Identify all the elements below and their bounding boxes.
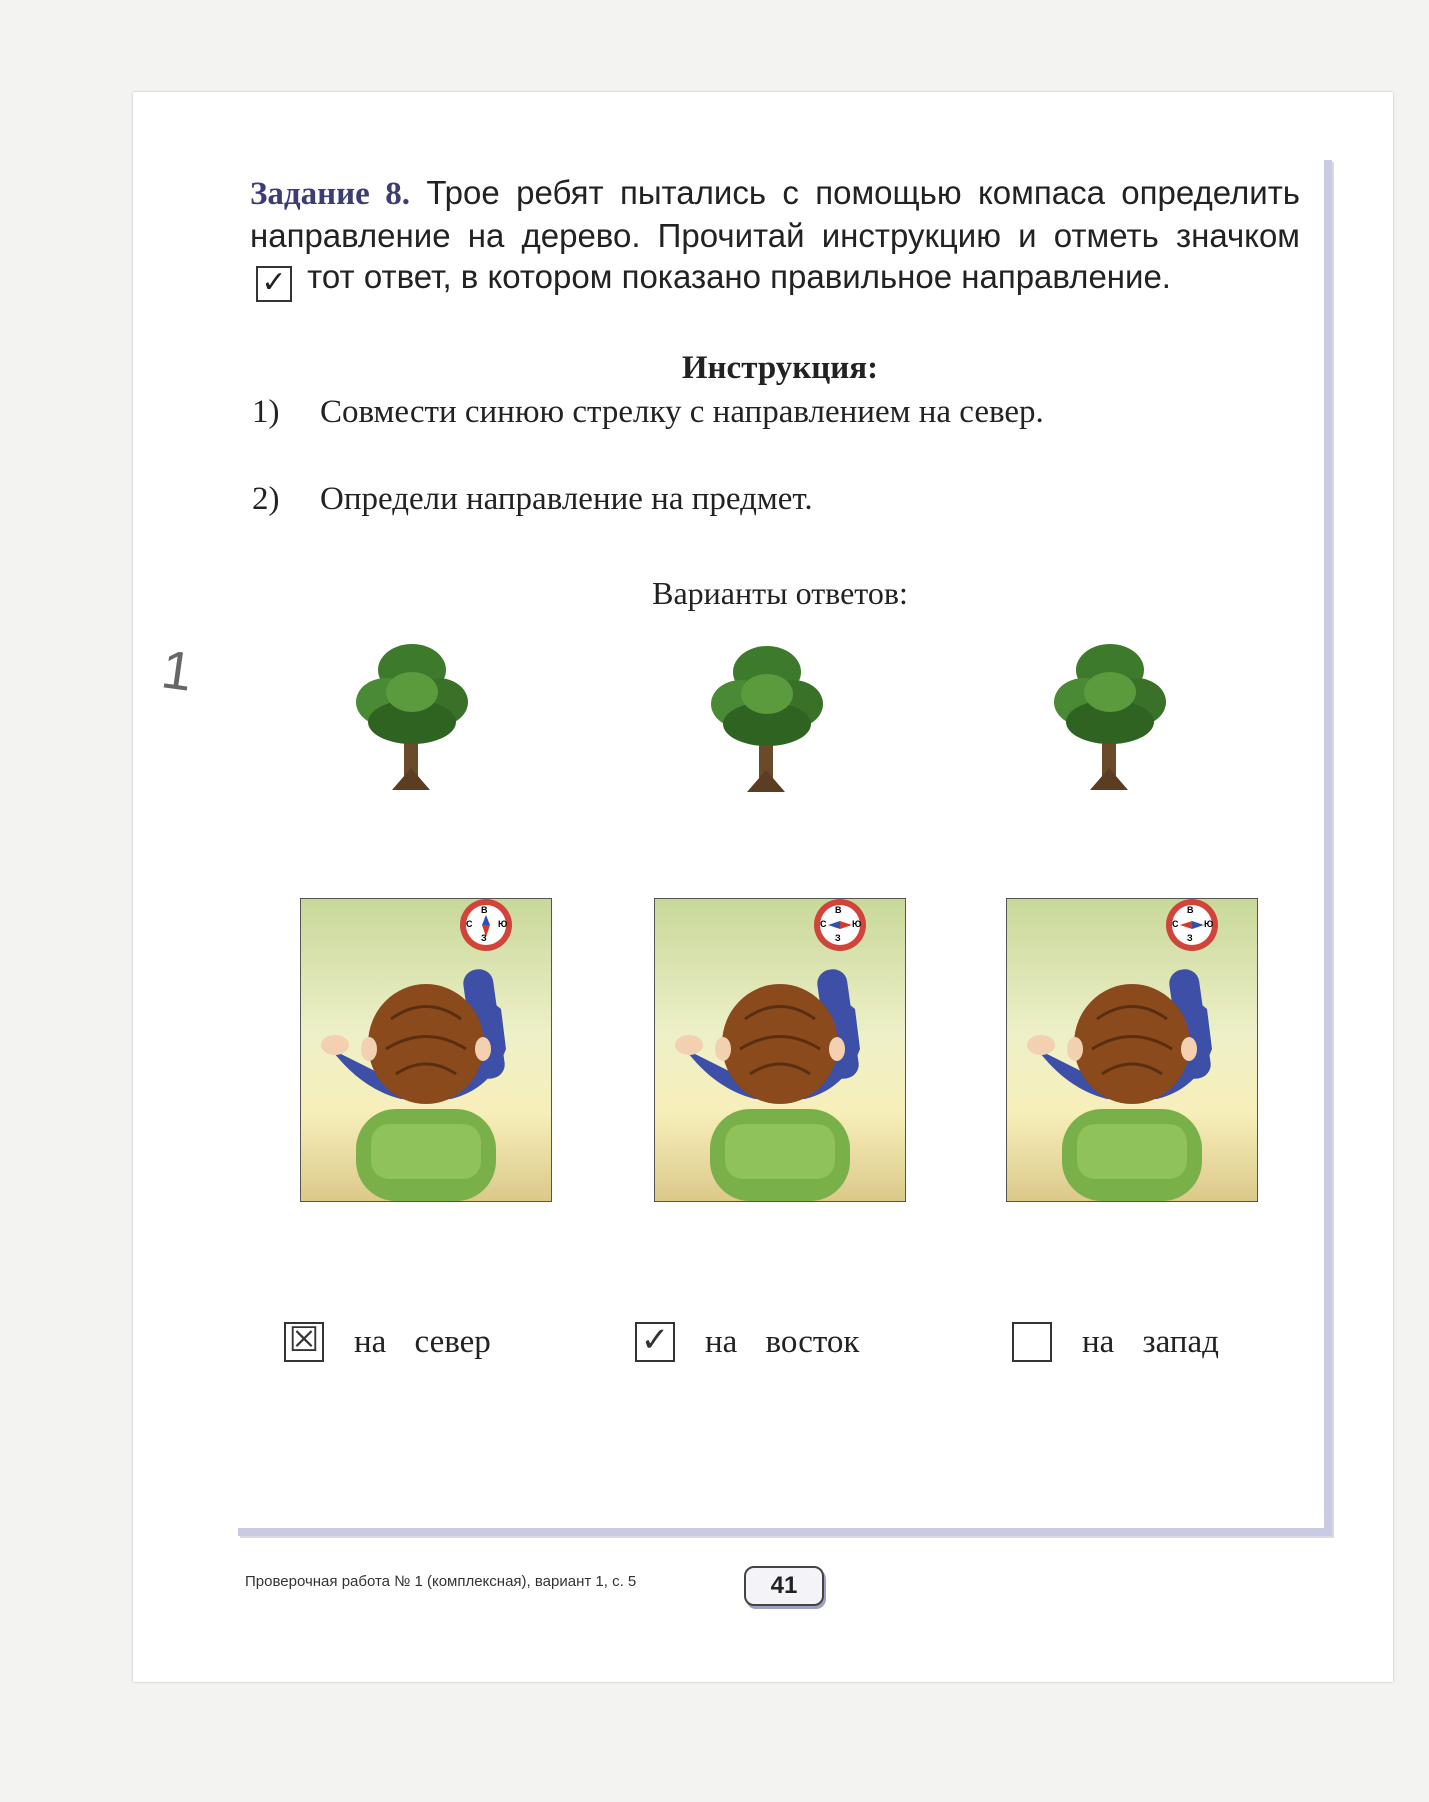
step-number: 1) [252,394,280,430]
compass-letter-left: С [820,919,827,929]
compass-letter-right: Ю [852,919,862,929]
footer-note: Проверочная работа № 1 (комплексная), вариант 1, с. 5 [245,1573,637,1590]
task-statement [250,172,1300,302]
answer-picture-1 [300,898,552,1202]
step-text: Совмести синюю стрелку с направлением на север. [320,394,1044,430]
compass-letter-top: В [481,905,488,915]
instruction-step-1 [252,393,1302,432]
boy-with-compass-illustration [1007,899,1257,1201]
compass-letter-bottom: З [1187,933,1193,943]
page-number: 41 [744,1566,824,1606]
answer-label-north: на север [354,1324,491,1360]
compass-letter-top: В [1187,905,1194,915]
boy-with-compass-illustration [655,899,905,1201]
compass-letter-left: С [466,919,473,929]
step-number: 2) [252,481,280,517]
compass-letter-bottom: З [835,933,841,943]
check-sample-icon: ✓ [256,266,292,302]
compass-letter-bottom: З [481,933,487,943]
answer-checkbox-east[interactable]: ✓ [635,1322,675,1362]
compass-letter-right: Ю [498,919,508,929]
compass-letter-top: В [835,905,842,915]
answer-picture-3 [1006,898,1258,1202]
answer-checkbox-west[interactable] [1012,1322,1052,1362]
variants-title: Варианты ответов: [652,575,908,611]
step-text: Определи направление на предмет. [320,481,813,517]
task-text-part2: тот ответ, в котором показано правильное направление. [307,258,1171,295]
answer-label-west: на запад [1082,1324,1219,1360]
task-label: Задание 8. [250,176,410,212]
answer-checkbox-north[interactable]: ☒ [284,1322,324,1362]
handwritten-margin-mark: 1 [157,639,197,703]
answer-picture-2 [654,898,906,1202]
task-text-part1: Трое ребят пытались с помощью компаса определить направление на дерево. Прочитай инструкцию и отметь значком [250,174,1301,254]
tree-illustration [707,642,827,792]
boy-with-compass-illustration [301,899,551,1201]
instructions-title: Инструкция: [681,350,879,386]
compass-letter-right: Ю [1204,919,1214,929]
tree-illustration [352,640,472,790]
answer-label-east: на восток [705,1324,860,1360]
tree-illustration [1050,640,1170,790]
compass-letter-left: С [1172,919,1179,929]
instruction-step-2 [252,480,1302,519]
